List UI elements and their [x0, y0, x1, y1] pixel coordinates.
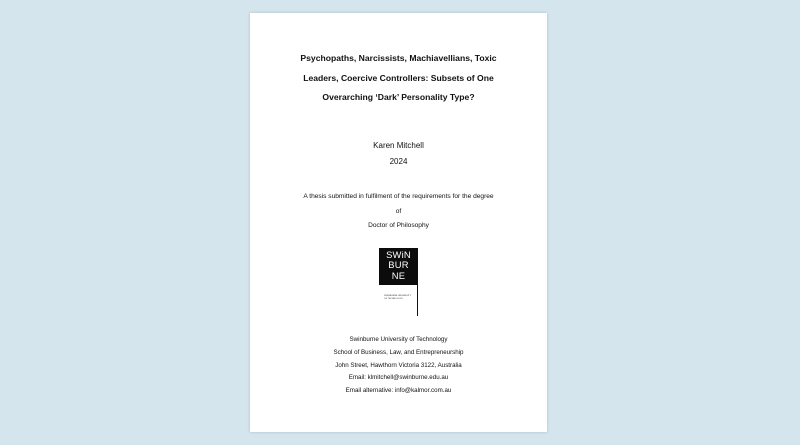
- address-line-3: John Street, Hawthorn Victoria 3122, Australia: [335, 361, 462, 369]
- degree-line-1: A thesis submitted in fulfilment of the requirements for the degree: [303, 193, 494, 200]
- logo-fine-line-2: OF TECHNOLOGY: [384, 298, 403, 300]
- address-line-2: School of Business, Law, and Entrepreneurship: [333, 348, 464, 356]
- logo-fine-print: [384, 295, 414, 301]
- degree-line-3: Doctor of Philosophy: [368, 222, 429, 229]
- title-line-1: Psychopaths, Narcissists, Machiavellians, Toxic: [300, 53, 497, 63]
- logo-line-1: SWiN: [386, 249, 411, 260]
- address-line-4: Email: klmitchell@swinburne.edu.au: [348, 374, 449, 382]
- logo-line-2: BUR: [388, 259, 409, 271]
- address-line-5: Email alternative: info@kalmor.com.au: [345, 387, 452, 395]
- title-line-2: Leaders, Coercive Controllers: Subsets of One: [303, 72, 494, 83]
- logo-fine-line-1: SWINBURNE UNIVERSITY: [384, 295, 412, 297]
- thesis-title: [270, 49, 527, 108]
- document-page: [250, 13, 547, 432]
- author-name: Karen Mitchell: [373, 141, 424, 150]
- institution-address: [250, 334, 547, 398]
- logo-lower-panel: [379, 285, 418, 316]
- title-line-3: Overarching ‘Dark’ Personality Type?: [322, 92, 475, 102]
- address-line-1: Swinburne University of Technology: [349, 336, 448, 343]
- degree-statement: [250, 190, 547, 234]
- logo-wordmark-block: [379, 248, 418, 285]
- logo-line-3: NE: [391, 269, 406, 281]
- publication-year: 2024: [389, 157, 408, 166]
- swinburne-logo: [379, 248, 418, 316]
- degree-line-2: of: [395, 207, 402, 215]
